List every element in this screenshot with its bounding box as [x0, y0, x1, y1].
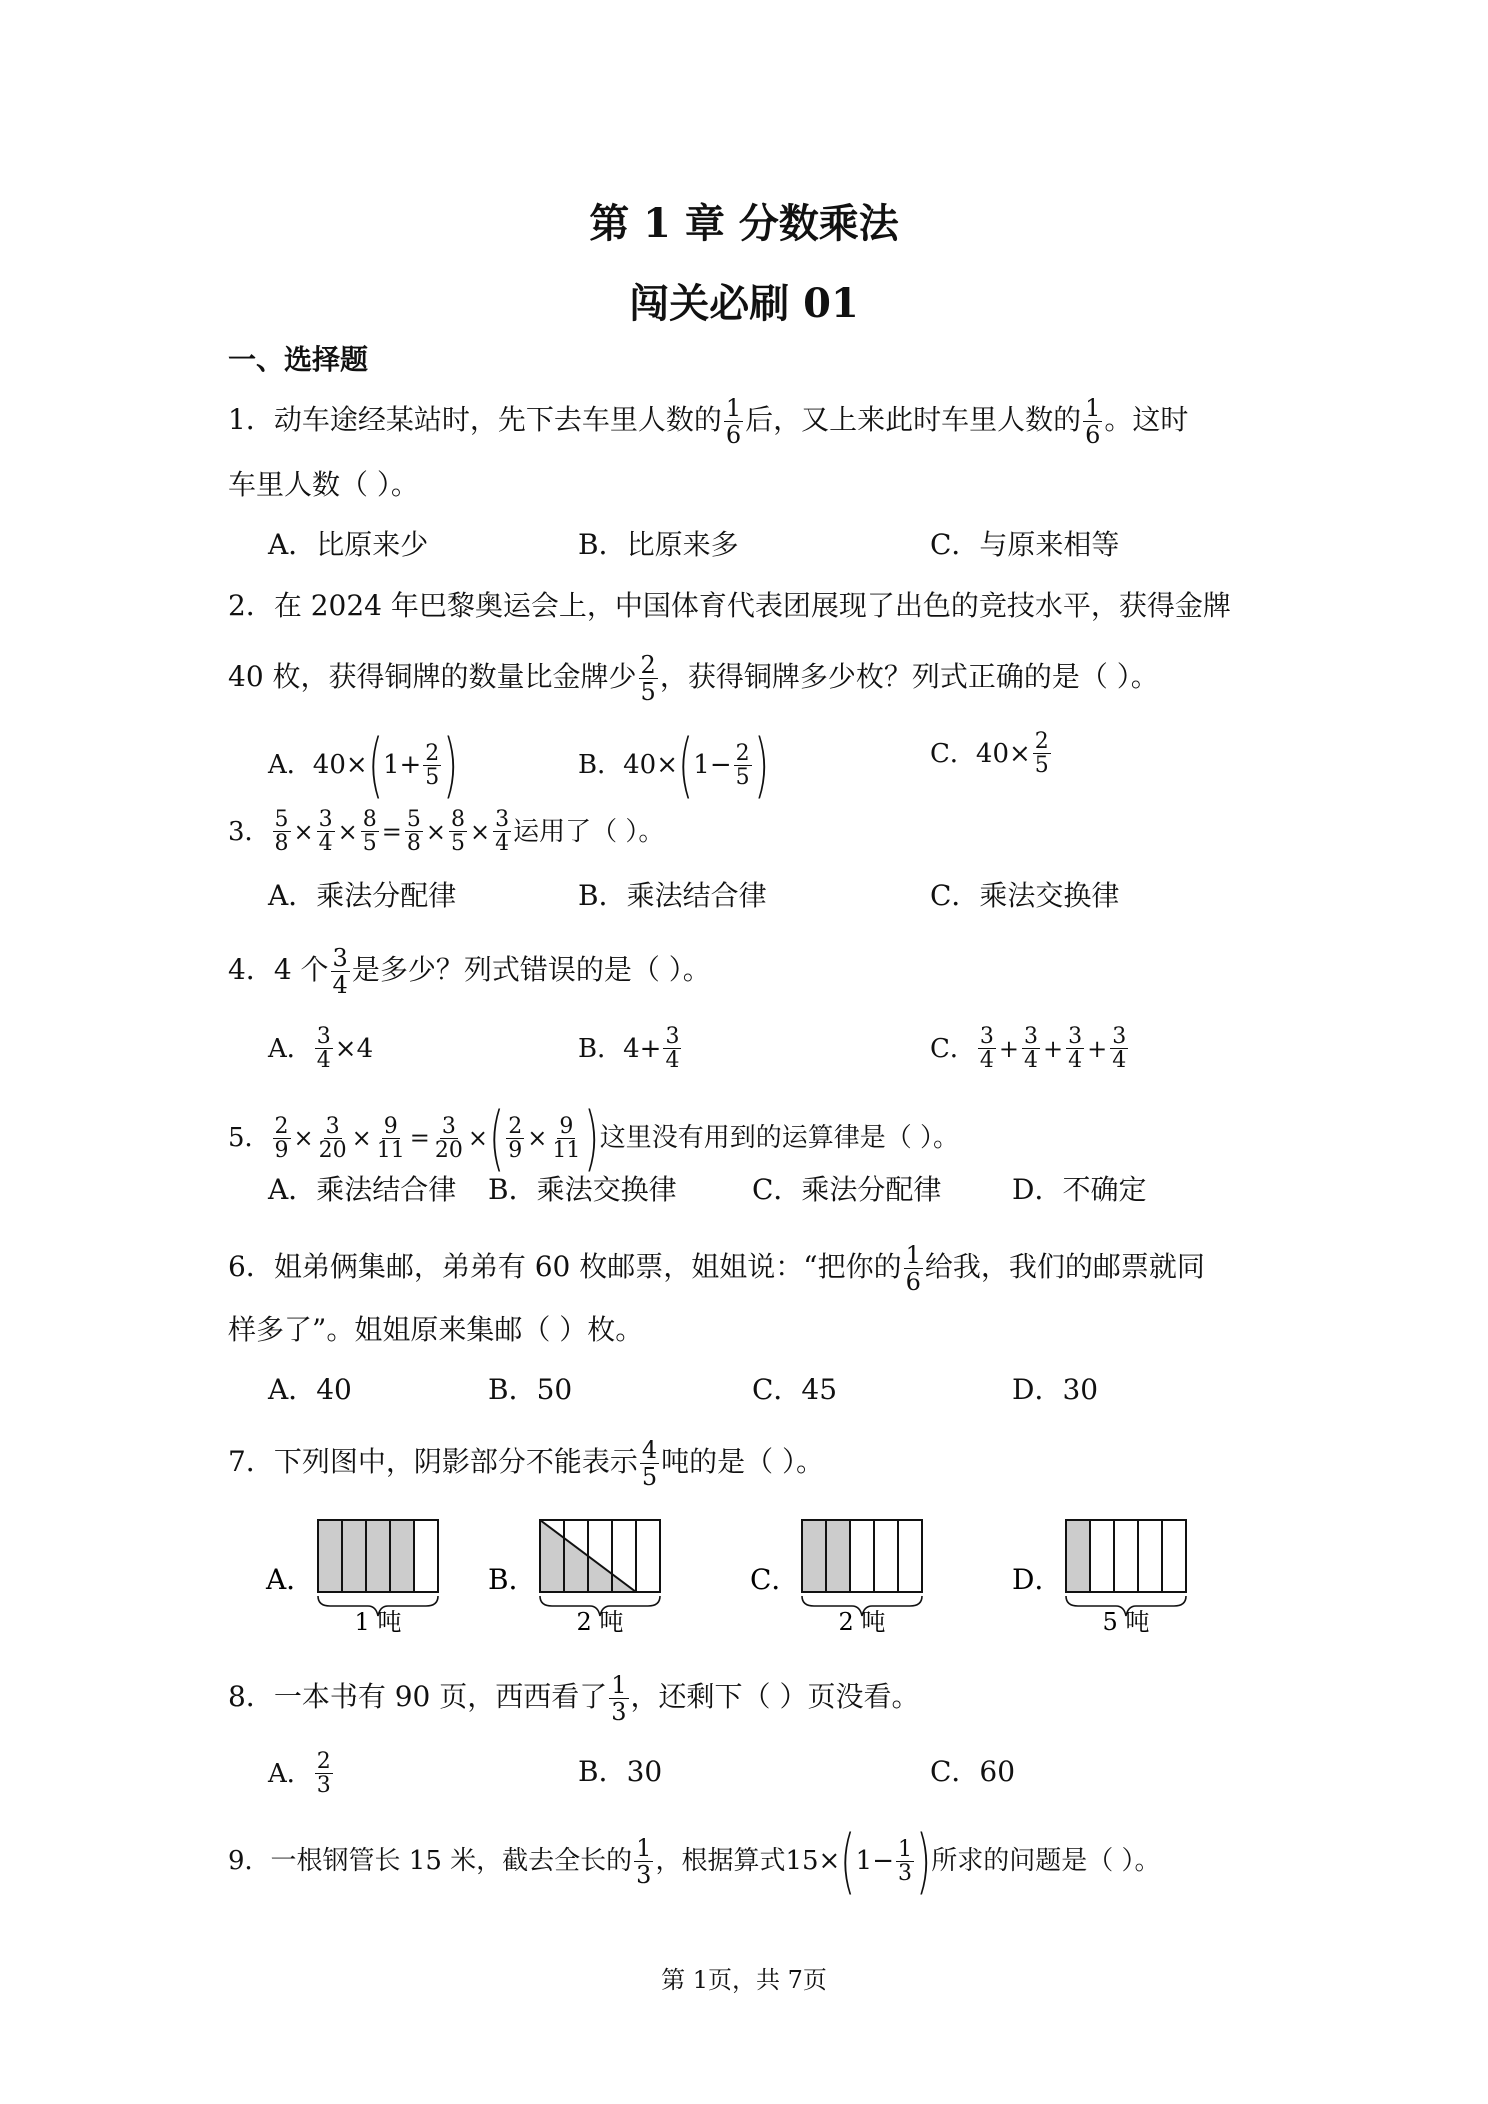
q2-option-a[interactable]: A． 40× ( 1+ $\frac{2}{5}$ ): [268, 724, 459, 806]
q8-option-b[interactable]: B．30: [578, 1755, 663, 1788]
q2-option-b[interactable]: B． 40× ( 1− $\frac{2}{5}$ ): [578, 724, 769, 806]
q5-option-c[interactable]: C．乘法分配律: [752, 1173, 942, 1206]
svg-text:A．: A．: [266, 1563, 315, 1596]
question-6: 6．姐弟俩集邮，弟弟有 60 枚邮票，姐姐说：“把你的 $\frac{1}{6}$ 给我，我们的邮票就同: [228, 1241, 1205, 1296]
question-1: 1．动车途经某站时，先下去车里人数的 $\frac{1}{6}$ 后，又上来此时车里人数的 $\frac{1}{6}$ 。这时: [228, 394, 1189, 449]
q7-figure-b[interactable]: [488, 1520, 660, 1636]
svg-text:2 吨: 2 吨: [576, 1608, 624, 1636]
question-9: 9． 一根钢管长 15 米，截去全长的 $\frac{1}{3}$ ，根据算式 15× ( 1− $\frac{1}{3}$ ) 所求的问题是（ ）。: [228, 1820, 1161, 1902]
q6-option-c[interactable]: C．45: [752, 1373, 838, 1406]
q7-figures: [0, 1500, 1488, 1670]
q7-figure-a[interactable]: [265, 1520, 438, 1636]
q6-option-b[interactable]: B．50: [488, 1373, 573, 1406]
q5-option-d[interactable]: D．不确定: [1012, 1173, 1147, 1206]
q6-option-d[interactable]: D．30: [1012, 1373, 1099, 1406]
q5-option-a[interactable]: A．乘法结合律: [268, 1173, 457, 1206]
q5-option-b[interactable]: B．乘法交换律: [488, 1173, 677, 1206]
question-1-line2: 车里人数（ ）。: [228, 468, 419, 501]
svg-text:2 吨: 2 吨: [838, 1608, 886, 1636]
svg-text:5 吨: 5 吨: [1102, 1608, 1150, 1636]
svg-text:D．: D．: [1012, 1563, 1063, 1596]
question-2: 2．在 2024 年巴黎奥运会上，中国体育代表团展现了出色的竞技水平，获得金牌: [228, 589, 1231, 622]
q4-option-b[interactable]: B． 4+ $\frac{3}{4}$: [578, 1024, 680, 1073]
q3-option-c[interactable]: C．乘法交换律: [930, 879, 1120, 912]
svg-text:1 吨: 1 吨: [354, 1608, 402, 1636]
question-3: 3． $\frac{5}{8}$ × $\frac{3}{4}$ × $\frac{8}{5}$ = $\frac{5}{8}$ × $\frac{8}{5}$ × $\frac{3}{4}$ 运用了（ ）。: [228, 807, 665, 856]
page-subtitle: 闯关必刷 01: [629, 280, 859, 327]
q6-option-a[interactable]: A．40: [268, 1373, 352, 1406]
q1-option-c[interactable]: C．与原来相等: [930, 528, 1120, 561]
q3-option-b[interactable]: B．乘法结合律: [578, 879, 767, 912]
svg-text:B．: B．: [488, 1563, 537, 1596]
section-title: 一、选择题: [228, 343, 369, 376]
question-5: 5． $\frac{2}{9}$ × $\frac{3}{20}$ × $\frac{9}{11}$ = $\frac{3}{20}$ × ( $\frac{2}{9}$ × $\frac{9}{11}$ ) 这里没有用到的运算律是（ ）。: [228, 1097, 959, 1179]
q7-figure-d[interactable]: [1012, 1520, 1186, 1636]
question-4: 4．4 个 $\frac{3}{4}$ 是多少？列式错误的是（ ）。: [228, 944, 711, 999]
svg-text:C．: C．: [750, 1563, 800, 1596]
question-8: 8．一本书有 90 页，西西看了 $\frac{1}{3}$ ，还剩下（ ）页没看。: [228, 1671, 920, 1726]
q1-option-a[interactable]: A．比原来少: [268, 528, 429, 561]
q8-option-c[interactable]: C．60: [930, 1755, 1016, 1788]
chapter-title: 第 1 章 分数乘法: [589, 200, 899, 247]
q4-option-a[interactable]: A． $\frac{3}{4}$ ×4: [268, 1024, 374, 1073]
question-6-line2: 样多了”。姐姐原来集邮（ ）枚。: [228, 1313, 644, 1346]
q1-option-b[interactable]: B．比原来多: [578, 528, 739, 561]
question-7: 7．下列图中，阴影部分不能表示 $\frac{4}{5}$ 吨的是（ ）。: [228, 1436, 825, 1491]
q7-figure-c[interactable]: [750, 1520, 922, 1636]
q8-option-a[interactable]: A． $\frac{2}{3}$: [268, 1749, 331, 1798]
q2-option-c[interactable]: C． 40× $\frac{2}{5}$: [930, 729, 1049, 778]
q4-option-c[interactable]: C． $\frac{3}{4}$ + $\frac{3}{4}$ + $\frac{3}{4}$ + $\frac{3}{4}$: [930, 1024, 1127, 1073]
q3-option-a[interactable]: A．乘法分配律: [268, 879, 457, 912]
question-2-line2: 40 枚，获得铜牌的数量比金牌少 $\frac{2}{5}$ ，获得铜牌多少枚？列式正确的是（ ）。: [228, 651, 1159, 706]
page-footer: 第 1页，共 7页: [661, 1966, 827, 1994]
